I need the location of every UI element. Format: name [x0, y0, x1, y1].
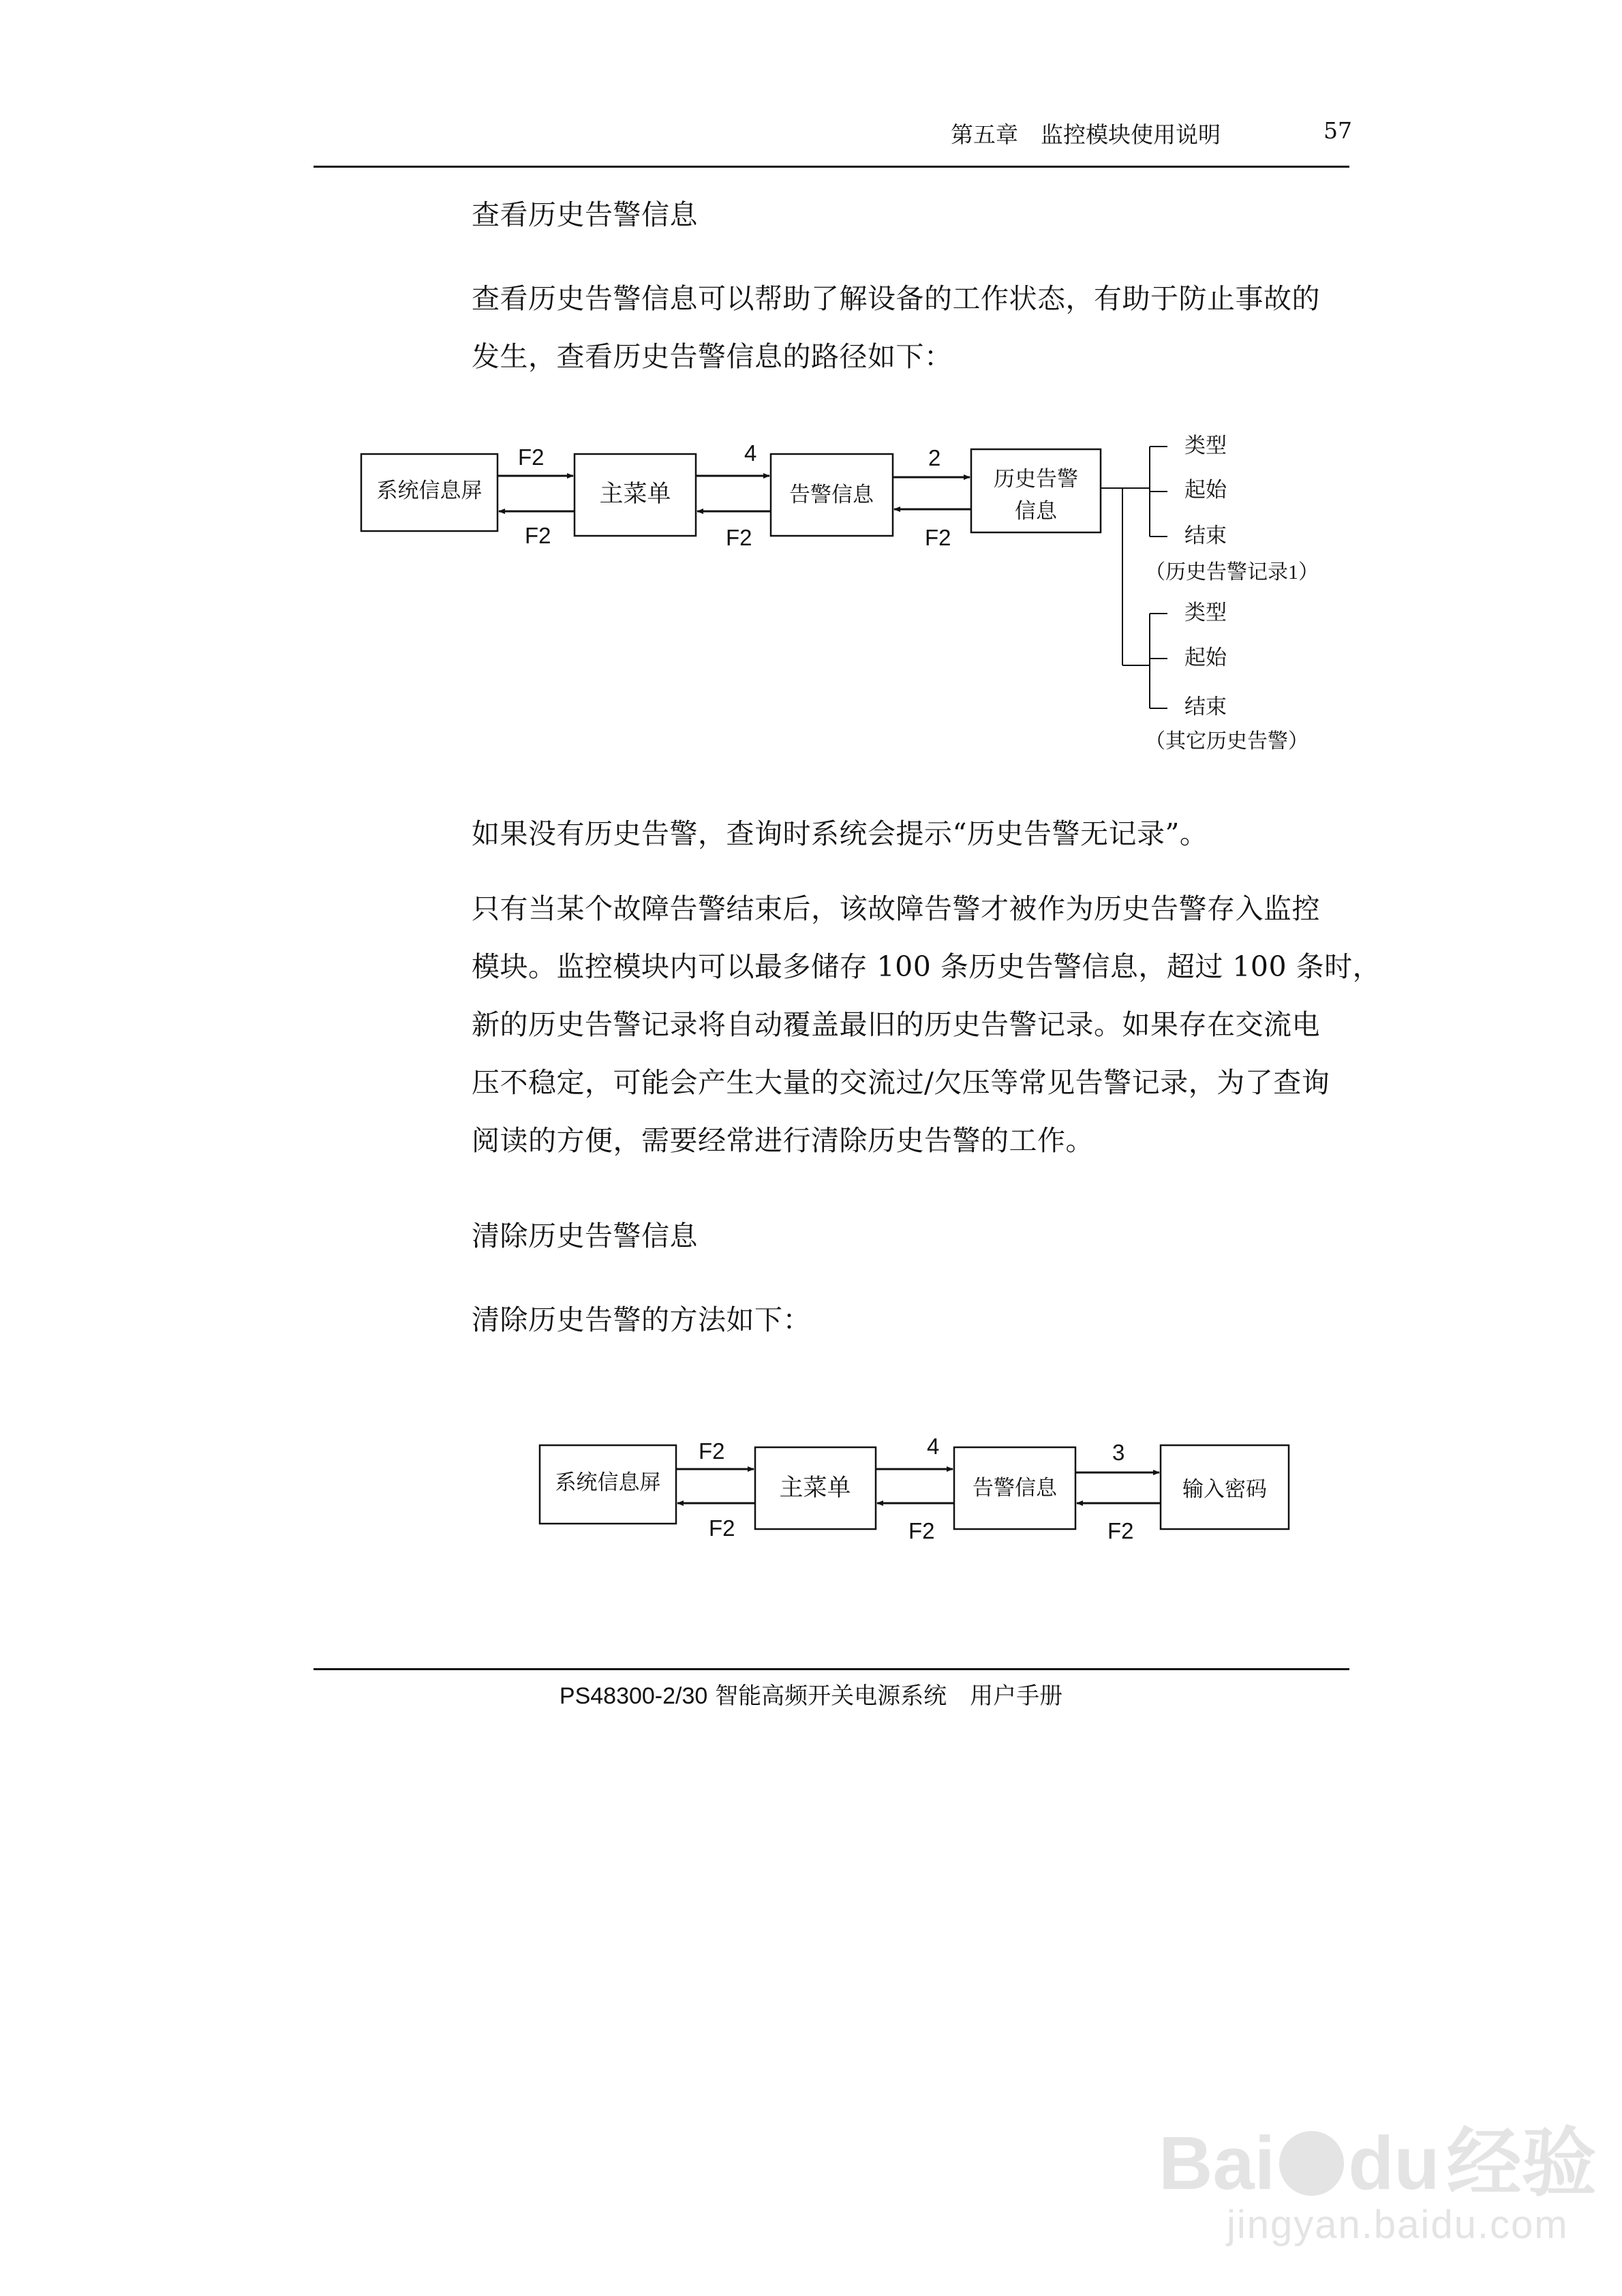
box-alarm-info-label: 告警信息	[973, 1476, 1057, 1500]
tree-item-type: 类型	[1184, 601, 1227, 624]
tree-caption-history-record: （历史告警记录1）	[1145, 561, 1319, 584]
watermark-logo	[1159, 2103, 1597, 2211]
paragraph-line: 新的历史告警记录将自动覆盖最旧的历史告警记录。如果存在交流电	[472, 1008, 1320, 1041]
key-label-f2: F2	[908, 1518, 935, 1543]
key-label-4: 4	[927, 1434, 940, 1459]
key-label-4: 4	[744, 440, 757, 466]
box-system-info-label: 系统信息屏	[555, 1470, 661, 1494]
chapter-title: 第五章 监控模块使用说明	[951, 121, 1221, 148]
watermark-cn: 经验	[1446, 2119, 1597, 2207]
key-label-f2: F2	[709, 1515, 735, 1541]
paragraph-line: 发生，查看历史告警信息的路径如下：	[472, 340, 953, 373]
paw-icon	[1279, 2131, 1344, 2196]
box-main-menu-label: 主菜单	[779, 1475, 851, 1501]
key-label-3: 3	[1112, 1440, 1125, 1465]
watermark-url: jingyan.baidu.com	[1227, 2203, 1569, 2247]
box-history-alarm-label-2: 信息	[1015, 499, 1057, 523]
key-label-f2: F2	[925, 525, 951, 550]
paragraph-line: 清除历史告警的方法如下：	[472, 1303, 811, 1336]
tree-item-type: 类型	[1184, 434, 1227, 457]
box-history-alarm-label-1: 历史告警	[994, 467, 1078, 491]
paragraph-line: 只有当某个故障告警结束后，该故障告警才被作为历史告警存入监控	[472, 892, 1320, 925]
paragraph-line: 压不稳定，可能会产生大量的交流过/欠压等常见告警记录，为了查询	[472, 1066, 1330, 1099]
section-heading-clear: 清除历史告警信息	[472, 1220, 698, 1252]
paragraph-line: 查看历史告警信息可以帮助了解设备的工作状态，有助于防止事故的	[472, 282, 1320, 315]
section-heading-view: 查看历史告警信息	[472, 198, 698, 231]
key-label-f2: F2	[525, 523, 551, 548]
footer-manual-title: 智能高频开关电源系统 用户手册	[707, 1682, 1063, 1710]
note-no-record: 如果没有历史告警，查询时系统会提示“历史告警无记录”。	[472, 817, 1208, 850]
watermark-brand-2: du	[1348, 2121, 1440, 2205]
box-system-info-label: 系统信息屏	[376, 479, 483, 502]
footer-model: PS48300-2/30	[559, 1683, 708, 1709]
tree-item-start: 起始	[1184, 646, 1227, 669]
key-label-f2: F2	[699, 1438, 725, 1464]
watermark-brand: Bai	[1159, 2121, 1276, 2205]
paragraph-line: 模块。监控模块内可以最多储存 100 条历史告警信息，超过 100 条时，	[472, 950, 1381, 983]
box-alarm-info-label: 告警信息	[789, 483, 874, 507]
box-enter-password-label: 输入密码	[1182, 1477, 1267, 1501]
key-label-2: 2	[928, 445, 941, 470]
tree-item-end: 结束	[1184, 695, 1227, 719]
paragraph-line: 阅读的方便，需要经常进行清除历史告警的工作。	[472, 1124, 1094, 1157]
tree-item-end: 结束	[1184, 524, 1227, 547]
footer-rule	[313, 1668, 1349, 1670]
key-label-f2: F2	[1107, 1518, 1134, 1543]
tree-item-start: 起始	[1184, 478, 1227, 502]
box-main-menu-label: 主菜单	[599, 481, 671, 507]
footer-title	[0, 1677, 1622, 1710]
key-label-f2: F2	[518, 444, 545, 470]
page-number: 57	[1323, 117, 1352, 144]
tree-caption-other-history: （其它历史告警）	[1145, 730, 1309, 753]
key-label-f2: F2	[726, 525, 752, 550]
